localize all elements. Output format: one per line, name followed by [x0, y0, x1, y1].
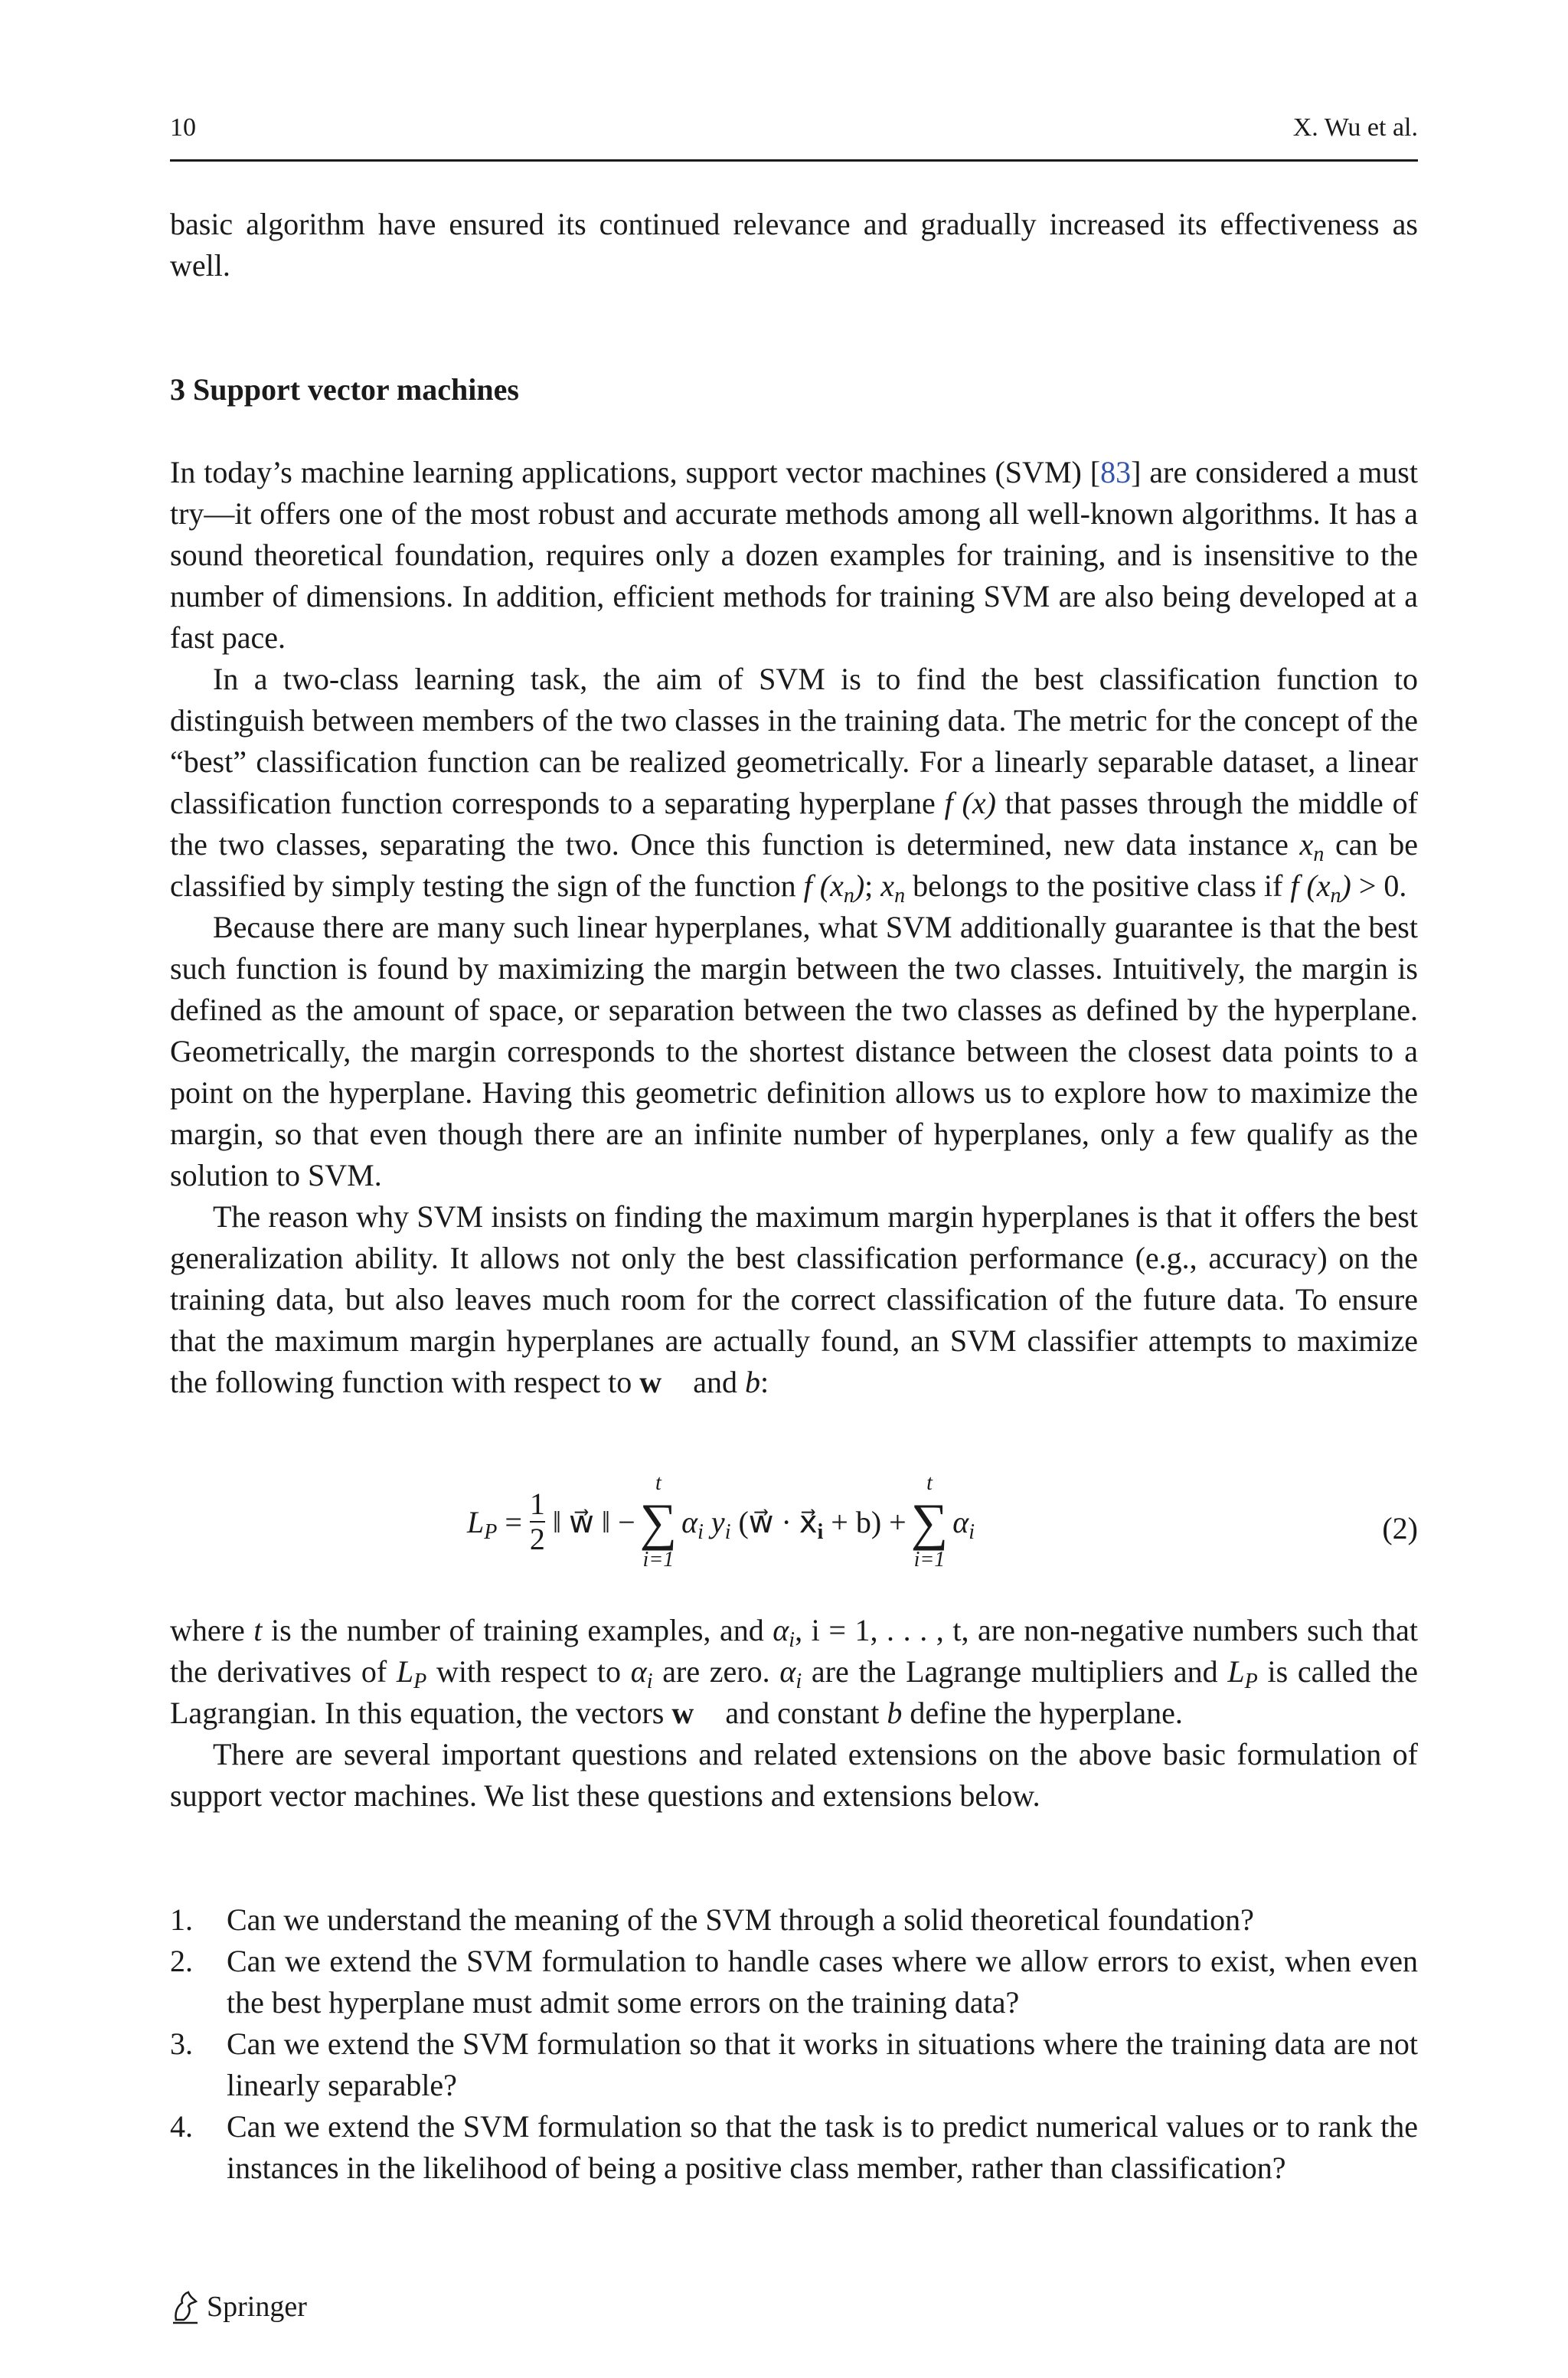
p5-text-8: and constant [717, 1696, 887, 1730]
math-f-close: ) [854, 868, 865, 903]
math-b: b [887, 1696, 903, 1730]
list-item-text: Can we extend the SVM formulation to handle cases where we allow errors to exist, when even the best hyperplane must admit some errors on the training data? [227, 1944, 1418, 2020]
math-sub-n: n [1313, 842, 1325, 866]
eq-sum-2 [911, 1470, 948, 1573]
math-alpha: α [773, 1613, 789, 1647]
list-item-number: 2. [170, 1944, 193, 1978]
list-item-text: Can we extend the SVM formulation so that it works in situations where the training data are not linearly separable? [227, 2026, 1418, 2102]
list-item-text: Can we understand the meaning of the SVM through a solid theoretical foundation? [227, 1902, 1254, 1937]
math-xn-2 [880, 868, 906, 908]
paragraph-1-text-a: In today’s machine learning applications, support vector machines (SVM) [ [170, 455, 1101, 489]
math-sub-n: n [1330, 884, 1341, 908]
sum-lower: i=1 [913, 1548, 946, 1572]
equation-2 [170, 1470, 1418, 1593]
running-authors: X. Wu et al. [1292, 113, 1418, 142]
math-alpha: α [779, 1654, 796, 1689]
p4-and: and [685, 1365, 745, 1399]
math-sub-n: n [894, 884, 906, 908]
page-number: 10 [170, 113, 196, 142]
paragraph-5 [170, 1610, 1418, 1734]
sigma-symbol: ∑ [910, 1493, 949, 1551]
p2-text-4: ; [864, 868, 881, 903]
question-list-block [170, 1899, 1418, 2189]
eq-sub-i: i [697, 1519, 704, 1544]
paragraph-1 [170, 452, 1418, 659]
p5-text-2: is the number of training examples, and [262, 1613, 773, 1647]
eq-L-sub: P [484, 1519, 498, 1544]
math-xn [1299, 827, 1325, 866]
springer-horse-icon [170, 2289, 201, 2324]
p2-text-6: > 0. [1351, 868, 1407, 903]
math-x: x [880, 868, 895, 903]
p2-text-3: can be classified by simply testing the sign of the function [170, 827, 1418, 903]
p2-text-5: belongs to the positive class if [905, 868, 1291, 903]
eq-sum-1 [640, 1470, 677, 1573]
equation-body [467, 1470, 975, 1593]
eq-frac-den: 2 [529, 1522, 545, 1556]
math-t: t [253, 1613, 263, 1647]
eq-sub-i: i [969, 1519, 975, 1544]
header-rule [170, 159, 1418, 162]
sigma-symbol: ∑ [639, 1493, 678, 1551]
intro-block [170, 204, 1418, 286]
list-item-text: Can we extend the SVM formulation so that the task is to predict numerical values or to rank the instances in the likelihood of being a positive class member, rather than classification? [227, 2109, 1418, 2185]
math-vec-w: w⃗ [671, 1696, 718, 1730]
list-item [170, 2023, 1418, 2106]
eq-lhs [467, 1504, 522, 1544]
sum-upper: t [655, 1471, 662, 1495]
p5-text-9: define the hyperplane. [902, 1696, 1183, 1730]
eq-norm: ‖ w⃗ ‖ − [552, 1504, 635, 1539]
eq-L: L [467, 1504, 485, 1539]
list-item-number: 1. [170, 1902, 193, 1937]
document-page [170, 0, 1418, 2378]
list-item [170, 1899, 1418, 1941]
math-f-open: f (x [803, 868, 844, 903]
body-block [170, 452, 1418, 1403]
math-fx: f (x) [944, 786, 996, 820]
p4-colon: : [760, 1365, 769, 1399]
sum-upper: t [926, 1471, 933, 1495]
math-sub-P: P [413, 1670, 427, 1693]
section-title: 3 Support vector machines [170, 372, 519, 407]
p5-text-6: are the Lagrange multipliers and [802, 1654, 1228, 1689]
section-heading-block [170, 369, 1418, 411]
sum-lower: i=1 [642, 1548, 675, 1572]
math-fxn [803, 868, 865, 908]
eq-plus-b: + b) + [823, 1504, 906, 1539]
eq-alpha: α [681, 1504, 698, 1539]
p5-text-7: is called the Lagrangian. In this equation, the vectors [170, 1654, 1418, 1730]
list-item-number: 4. [170, 2109, 193, 2144]
math-sub-P: P [1244, 1670, 1258, 1693]
math-alpha: α [630, 1654, 647, 1689]
eq-fraction [530, 1487, 545, 1556]
running-header [170, 113, 1418, 152]
equation-number: (2) [1382, 1511, 1418, 1546]
eq-equals: = [497, 1504, 522, 1539]
paragraph-2 [170, 659, 1418, 907]
paragraph-6: There are several important questions and related extensions on the above basic formulation of support vector machines. We list these questions and extensions below. [170, 1737, 1418, 1813]
p5-text-3: , i = 1, . . . , t, are non-negative numbers such that the derivatives of [170, 1613, 1419, 1689]
p5-text-1: where [170, 1613, 254, 1647]
math-sub-i: i [795, 1670, 802, 1693]
after-eq-block [170, 1610, 1418, 1817]
math-x: x [1299, 827, 1314, 862]
math-f-open: f (x [1290, 868, 1331, 903]
eq-dot: (w⃗ · x⃗ [730, 1504, 818, 1539]
intro-paragraph: basic algorithm have ensured its continued relevance and gradually increased its effectiveness as well. [170, 207, 1418, 283]
p2-text-1: In a two-class learning task, the aim of SVM is to find the best classification function to distinguish between members of the two classes in the training data. The metric for the concept of the “best” classification function can be realized geometrically. For a linearly separable dataset, a linear classification function corresponds to a separating hyperplane [170, 662, 1418, 820]
math-f-close: ) [1341, 868, 1351, 903]
eq-sub-i: i [724, 1519, 731, 1544]
eq-frac-num: 1 [529, 1487, 545, 1521]
question-list [170, 1899, 1418, 2189]
p2-text-2: that passes through the middle of the two classes, separating the two. Once this function is determined, new data instance [170, 786, 1418, 862]
math-sub-i: i [646, 1670, 653, 1693]
math-L: L [396, 1654, 414, 1689]
math-b: b [744, 1365, 760, 1399]
paragraph-4 [170, 1196, 1418, 1403]
eq-alpha: α [952, 1504, 969, 1539]
eq-term-1 [681, 1504, 906, 1544]
math-vec-w: w⃗ [639, 1365, 686, 1399]
math-fxn-2 [1290, 868, 1351, 908]
list-item-number: 3. [170, 2026, 193, 2061]
p5-text-5: are zero. [652, 1654, 780, 1689]
p4-text: The reason why SVM insists on finding the maximum margin hyperplanes is that it offers the best generalization ability. It allows not only the best classification performance (e.g., accuracy) on the training data, but also leaves much room for the correct classification of the future data. To ensure that the maximum margin hyperplanes are actually found, an SVM classifier attempts to maximize the following function with respect to [170, 1199, 1418, 1399]
list-item [170, 2106, 1418, 2189]
eq-term-2 [952, 1504, 975, 1544]
publisher-footer [170, 2284, 307, 2330]
paragraph-1-text-b: ] are considered a must try—it offers one of the most robust and accurate methods among all well-known algorithms. It has a sound theoretical foundation, requires only a dozen examples for training, and is insensitive to the number of dimensions. In addition, efficient methods for training SVM are also being developed at a fast pace. [170, 455, 1418, 655]
eq-sub-i-bold: i [817, 1519, 824, 1544]
p5-text-4: with respect to [426, 1654, 631, 1689]
math-sub-n: n [843, 884, 854, 908]
publisher-name: Springer [207, 2291, 307, 2323]
list-item [170, 1941, 1418, 2023]
math-sub-i: i [789, 1628, 795, 1652]
paragraph-3: Because there are many such linear hyperplanes, what SVM additionally guarantee is that the best such function is found by maximizing the margin between the two classes. Intuitively, the margin is defined as the amount of space, or separation between the two classes as defined by the hyperplane. Geometrically, the margin corresponds to the shortest distance between the closest data points to a point on the hyperplane. Having this geometric definition allows us to explore how to maximize the margin, so that even though there are an infinite number of hyperplanes, only a few qualify as the solution to SVM. [170, 910, 1418, 1192]
eq-y: y [703, 1504, 725, 1539]
math-L: L [1227, 1654, 1245, 1689]
citation-link[interactable]: 83 [1100, 455, 1132, 489]
